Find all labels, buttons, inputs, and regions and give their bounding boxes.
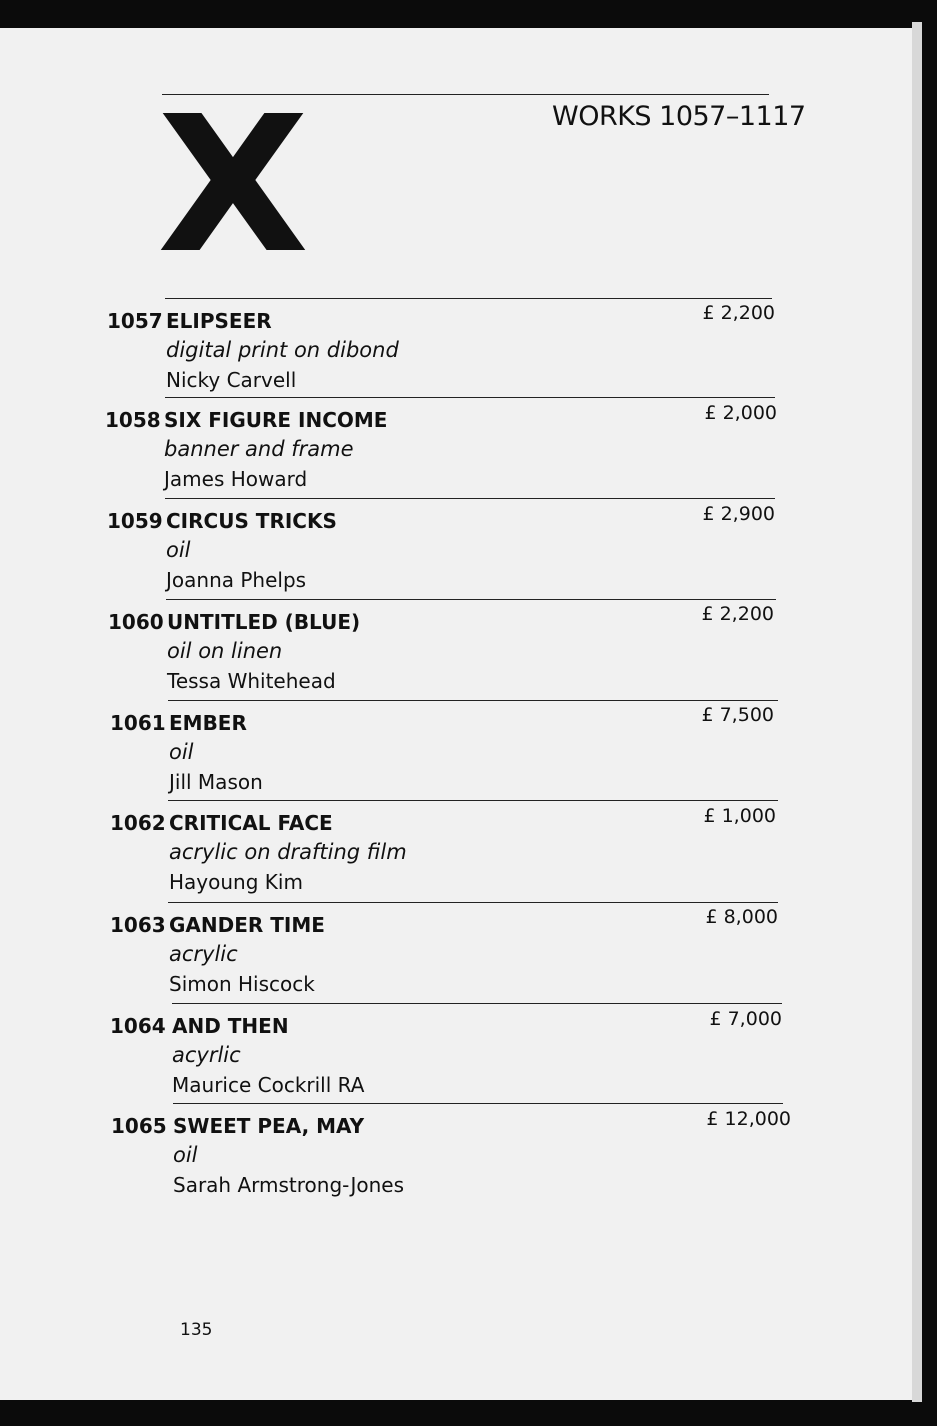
- section-title: WORKS 1057–1117: [552, 101, 806, 132]
- entry-number: 1059: [107, 509, 163, 533]
- entry-rule: [172, 1003, 782, 1004]
- catalogue-entry: [107, 298, 775, 398]
- entry-rule: [166, 599, 776, 600]
- entry-title: EMBER: [169, 711, 247, 735]
- entry-number: 1061: [110, 711, 166, 735]
- entry-price: £ 2,900: [702, 503, 775, 525]
- entry-artist: James Howard: [164, 467, 308, 491]
- entry-artist: Tessa Whitehead: [167, 669, 336, 693]
- entry-rule: [168, 800, 778, 801]
- entry-medium: banner and frame: [164, 437, 354, 461]
- entry-title: CRITICAL FACE: [169, 811, 333, 835]
- entry-artist: Jill Mason: [169, 770, 263, 794]
- catalogue-entry: [105, 397, 777, 497]
- entry-artist: Maurice Cockrill RA: [172, 1073, 365, 1097]
- entry-medium: oil: [169, 740, 194, 764]
- entry-number: 1057: [107, 309, 163, 333]
- entry-medium: acrylic on drafting film: [169, 840, 407, 864]
- entry-medium: digital print on dibond: [166, 338, 399, 362]
- entry-price: £ 1,000: [703, 805, 776, 827]
- entry-rule: [168, 902, 778, 903]
- entry-artist: Sarah Armstrong-Jones: [173, 1173, 405, 1197]
- entry-rule: [168, 700, 778, 701]
- entry-price: £ 2,200: [701, 603, 774, 625]
- entry-artist: Simon Hiscock: [169, 972, 315, 996]
- entry-medium: acrylic: [169, 942, 238, 966]
- catalogue-entry: [108, 599, 774, 699]
- entry-number: 1065: [111, 1114, 167, 1138]
- entry-price: £ 2,000: [704, 402, 777, 424]
- entry-medium: oil: [166, 538, 191, 562]
- catalogue-entry: [111, 1103, 791, 1203]
- page-number: 135: [180, 1320, 213, 1340]
- entry-price: £ 7,000: [709, 1008, 782, 1030]
- entry-price: £ 2,200: [702, 302, 775, 324]
- page-edge: [912, 22, 922, 1402]
- entry-title: ELIPSEER: [166, 309, 272, 333]
- entry-title: SWEET PEA, MAY: [173, 1114, 365, 1138]
- entry-price: £ 8,000: [705, 906, 778, 928]
- entry-price: £ 7,500: [701, 704, 774, 726]
- entry-artist: Joanna Phelps: [166, 568, 307, 592]
- entry-rule: [165, 498, 775, 499]
- entry-title: SIX FIGURE INCOME: [164, 408, 388, 432]
- entry-title: GANDER TIME: [169, 913, 325, 937]
- catalogue-entry: [107, 498, 775, 598]
- entry-number: 1063: [110, 913, 166, 937]
- entry-number: 1064: [110, 1014, 166, 1038]
- entry-medium: oil: [173, 1143, 198, 1167]
- entry-title: UNTITLED (BLUE): [167, 610, 361, 634]
- entry-medium: acyrlic: [172, 1043, 241, 1067]
- section-letter: X: [157, 76, 301, 295]
- entry-artist: Nicky Carvell: [166, 368, 297, 392]
- catalogue-entry: [110, 700, 774, 800]
- catalogue-entry: [110, 1003, 782, 1103]
- entry-title: AND THEN: [172, 1014, 289, 1038]
- entry-title: CIRCUS TRICKS: [166, 509, 337, 533]
- entry-rule: [173, 1103, 783, 1104]
- entry-price: £ 12,000: [706, 1108, 791, 1130]
- entry-number: 1060: [108, 610, 164, 634]
- catalogue-entry: [110, 902, 778, 1002]
- entry-number: 1058: [105, 408, 161, 432]
- catalogue-entry: [110, 800, 776, 900]
- entry-medium: oil on linen: [167, 639, 283, 663]
- entry-rule: [165, 298, 772, 299]
- entry-number: 1062: [110, 811, 166, 835]
- entry-artist: Hayoung Kim: [169, 870, 303, 894]
- entry-rule: [165, 397, 775, 398]
